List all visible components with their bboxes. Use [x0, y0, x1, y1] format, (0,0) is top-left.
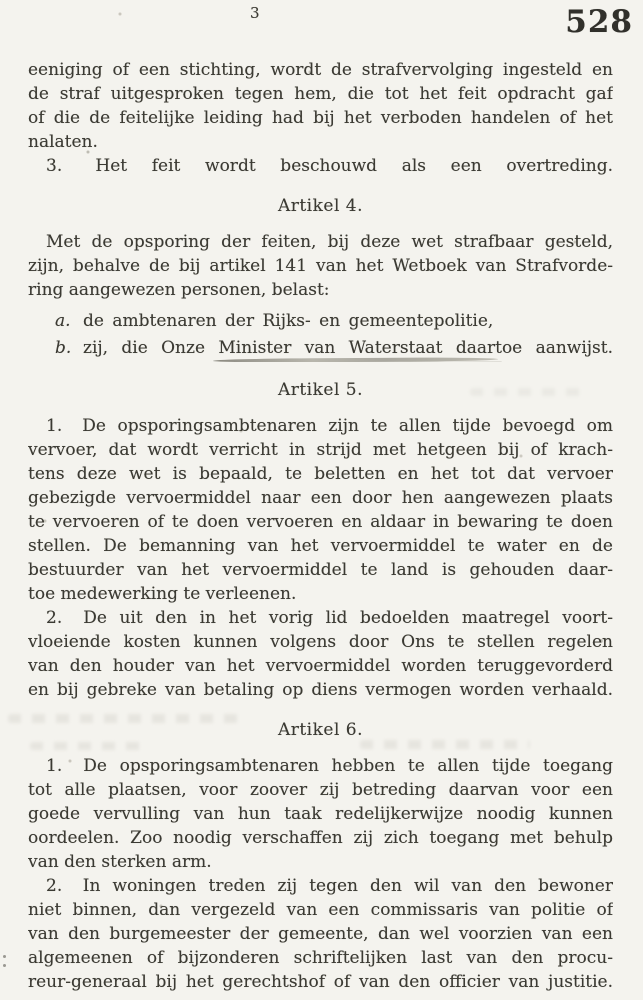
text-line: nalaten.: [28, 132, 98, 152]
list-item-b: [28, 335, 613, 362]
text-line: de straf uitgesproken tegen hem, die tot het feit opdracht gaf: [28, 84, 613, 104]
text-line: toe medewerking te verleenen.: [28, 584, 297, 604]
text-line: zijn, behalve de bij artikel 141 van het Wetboek van Strafvorde-: [28, 256, 613, 276]
item-b-text-before: zij, die Onze: [83, 338, 219, 358]
text-line: oordeelen. Zoo noodig verschaffen zij zich toegang met behulp: [28, 828, 613, 848]
article-6-heading: Artikel 6.: [277, 720, 364, 740]
text-line: vervoer, dat wordt verricht in strijd met hetgeen bij of krach-: [28, 440, 613, 460]
text-line: reur-generaal bij het gerechtshof of van den officier van justitie.: [28, 972, 613, 992]
text-line: of die de feitelijke leiding had bij het verboden handelen of het: [28, 108, 613, 128]
article-4-intro: [28, 230, 613, 302]
clause-3-line: 3. Het feit wordt beschouwd als een overtreding.: [46, 156, 613, 176]
text-line: tens deze wet is bepaald, te beletten en het tot dat vervoer: [28, 464, 613, 484]
text-line: eeniging of een stichting, wordt de strafvervolging ingesteld en: [28, 60, 613, 80]
scan-speck-artifact: [3, 955, 6, 958]
intro-paragraph: [28, 58, 613, 178]
article-5-paragraph-1: [28, 414, 613, 606]
text-line: algemeenen of bijzonderen schriftelijken last van den procu-: [28, 948, 613, 968]
list-marker-a: a.: [55, 311, 71, 331]
list-marker-b: b.: [55, 338, 72, 358]
pencil-underlined-phrase: Minister van Waterstaat: [218, 338, 443, 358]
text-line: gebezigde vervoermiddel naar een door hen aangewezen plaats: [28, 488, 613, 508]
text-line: van den burgemeester der gemeente, dan wel voorzien van een: [28, 924, 613, 944]
text-line: vloeiende kosten kunnen volgens door Ons te stellen regelen: [28, 632, 613, 652]
item-b-text-after: daartoe aanwijst.: [442, 338, 613, 358]
text-line: 1. De opsporingsambtenaren hebben te allen tijde toegang: [46, 756, 613, 776]
text-line: Met de opsporing der feiten, bij deze wet strafbaar gesteld,: [46, 232, 613, 252]
text-line: goede vervulling van hun taak redelijkerwijze noodig kunnen: [28, 804, 613, 824]
text-line: te vervoeren of te doen vervoeren en aldaar in bewaring te doen: [28, 512, 613, 532]
article-5-heading: Artikel 5.: [277, 380, 364, 400]
text-line: 2. In woningen treden zij tegen den wil van den bewoner: [46, 876, 613, 896]
article-5-paragraph-2: [28, 606, 613, 702]
list-item-b-text: [83, 335, 613, 362]
text-line: 1. De opsporingsambtenaren zijn te allen tijde bevoegd om: [46, 416, 613, 436]
text-line: niet binnen, dan vergezeld van een commissaris van politie of: [28, 900, 613, 920]
page-content: [28, 58, 613, 994]
text-line: van den houder van het vervoermiddel worden teruggevorderd: [28, 656, 613, 676]
article-4-list: [28, 308, 613, 362]
text-line: 2. De uit den in het vorig lid bedoelden maatregel voort-: [46, 608, 613, 628]
text-line: ring aangewezen personen, belast:: [28, 280, 330, 300]
text-line: stellen. De bemanning van het vervoermiddel te water en de: [28, 536, 613, 556]
article-4-heading: Artikel 4.: [277, 196, 364, 216]
page-number: 3: [250, 4, 260, 22]
article-6-paragraph-2: [28, 874, 613, 994]
list-item-a: [28, 308, 613, 335]
text-line: bestuurder van het vervoermiddel te land is gehouden daar-: [28, 560, 613, 580]
article-6-paragraph-1: [28, 754, 613, 874]
folio-number: 528: [565, 4, 633, 40]
text-line: van den sterken arm.: [28, 852, 212, 872]
text-line: en bij gebreke van betaling op diens vermogen worden verhaald.: [28, 680, 613, 700]
text-line: tot alle plaatsen, voor zoover zij betreding daarvan voor een: [28, 780, 613, 800]
list-item-a-text: de ambtenaren der Rijks- en gemeentepolitie,: [83, 311, 494, 331]
